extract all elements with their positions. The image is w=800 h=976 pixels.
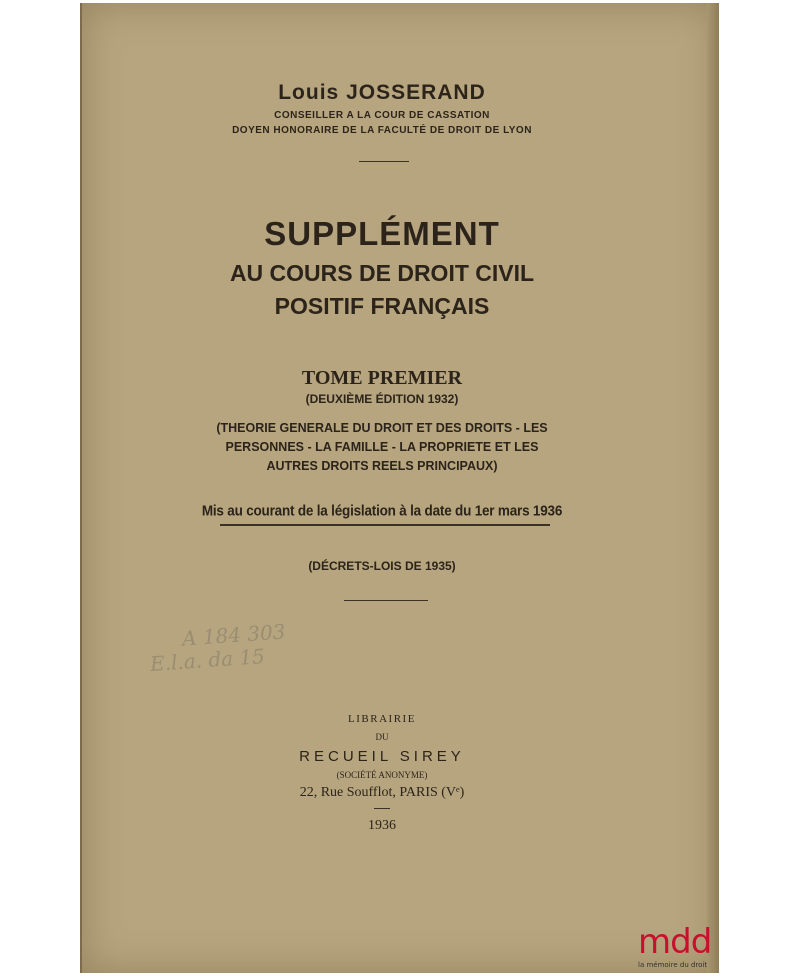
handwritten-note-2: E.l.a. da 15 bbox=[149, 644, 266, 676]
cover-edge bbox=[707, 3, 719, 973]
subtitle-1: AU COURS DE DROIT CIVIL bbox=[229, 260, 535, 286]
handwritten-note-1: A 184 303 bbox=[181, 619, 287, 651]
publisher-librairie: LIBRAIRIE bbox=[348, 713, 416, 725]
contents-3: AUTRES DROITS REELS PRINCIPAUX) bbox=[266, 459, 498, 473]
tome: TOME PREMIER bbox=[301, 367, 463, 389]
author-title-2: DOYEN HONORAIRE DE LA FACULTÉ DE DROIT DE LYON bbox=[232, 125, 532, 136]
publication-year: 1936 bbox=[368, 818, 396, 833]
publisher-du: DU bbox=[375, 732, 389, 742]
book-cover bbox=[80, 3, 719, 973]
publisher-address: 22, Rue Soufflot, PARIS (Vᵉ) bbox=[299, 785, 465, 800]
publisher-name: RECUEIL SIREY bbox=[299, 748, 465, 765]
author-name: Louis JOSSERAND bbox=[278, 81, 486, 104]
mdd-logo-tagline: la mémoire du droit bbox=[638, 961, 708, 969]
divider-2 bbox=[344, 600, 428, 601]
divider-3 bbox=[374, 808, 390, 809]
publisher-type: (SOCIÉTÉ ANONYME) bbox=[336, 770, 428, 780]
contents-1: (THEORIE GENERALE DU DROIT ET DES DROITS - LES bbox=[216, 421, 548, 435]
author-title-1: CONSEILLER A LA COUR DE CASSATION bbox=[274, 110, 490, 121]
update-underline bbox=[220, 524, 550, 526]
main-title: SUPPLÉMENT bbox=[264, 215, 500, 252]
decrees: (DÉCRETS-LOIS DE 1935) bbox=[308, 559, 456, 573]
edition: (DEUXIÈME ÉDITION 1932) bbox=[305, 392, 459, 406]
contents-2: PERSONNES - LA FAMILLE - LA PROPRIETE ET LES bbox=[225, 440, 539, 454]
mdd-logo bbox=[638, 922, 720, 975]
divider bbox=[359, 161, 409, 162]
subtitle-2: POSITIF FRANÇAIS bbox=[274, 293, 490, 319]
update-note: Mis au courant de la législation à la date du 1er mars 1936 bbox=[201, 502, 563, 519]
mdd-logo-text: mdd bbox=[638, 922, 712, 962]
